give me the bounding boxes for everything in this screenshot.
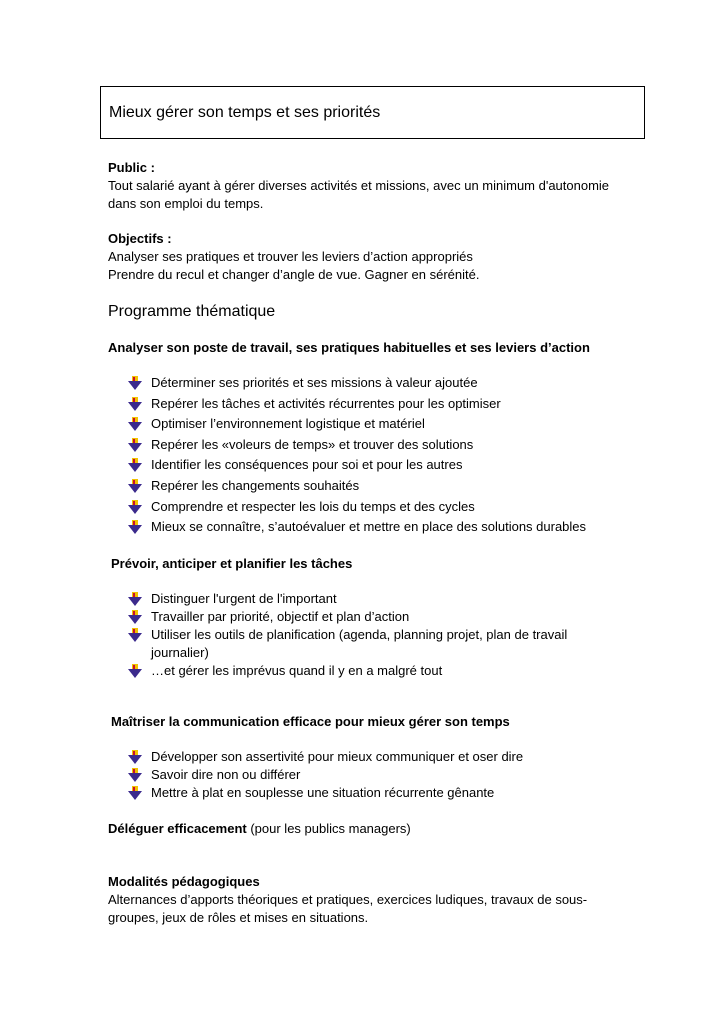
arrow-down-bullet-icon xyxy=(128,479,142,493)
arrow-down-bullet-icon xyxy=(128,458,142,472)
section4-note: (pour les publics managers) xyxy=(246,821,411,836)
arrow-down-bullet-icon xyxy=(128,376,142,390)
arrow-down-bullet-icon xyxy=(128,750,142,764)
public-line-2: dans son emploi du temps. xyxy=(108,196,264,211)
list-item: Comprendre et respecter les lois du temps et des cycles xyxy=(128,498,598,516)
section2-list xyxy=(128,590,598,680)
arrow-down-bullet-icon xyxy=(128,438,142,452)
modalites-line-1: Alternances d’apports théoriques et pratiques, exercices ludiques, travaux de sous- xyxy=(108,892,588,907)
arrow-down-bullet-icon xyxy=(128,628,142,642)
list-item: Repérer les changements souhaités xyxy=(128,477,598,495)
section4 xyxy=(108,820,411,838)
list-item: Travailler par priorité, objectif et plan d’action xyxy=(128,608,598,626)
arrow-down-bullet-icon xyxy=(128,592,142,606)
section3-title: Maîtriser la communication efficace pour mieux gérer son temps xyxy=(111,714,510,729)
list-item: Utiliser les outils de planification (agenda, planning projet, plan de travail journalier) xyxy=(128,626,598,662)
modalites-section xyxy=(108,873,618,927)
section4-title: Déléguer efficacement xyxy=(108,821,247,836)
arrow-down-bullet-icon xyxy=(128,610,142,624)
modalites-line-2: groupes, jeux de rôles et mises en situations. xyxy=(108,910,369,925)
list-item: Mieux se connaître, s’autoévaluer et mettre en place des solutions durables xyxy=(128,518,598,536)
section2-title: Prévoir, anticiper et planifier les tâches xyxy=(111,556,353,571)
page-title: Mieux gérer son temps et ses priorités xyxy=(109,103,381,121)
arrow-down-bullet-icon xyxy=(128,417,142,431)
arrow-down-bullet-icon xyxy=(128,664,142,678)
section3-list xyxy=(128,748,598,802)
list-item: Développer son assertivité pour mieux communiquer et oser dire xyxy=(128,748,598,766)
section1-title: Analyser son poste de travail, ses pratiques habituelles et ses leviers d’action xyxy=(108,340,590,355)
arrow-down-bullet-icon xyxy=(128,768,142,782)
list-item: Distinguer l'urgent de l'important xyxy=(128,590,598,608)
list-item: Déterminer ses priorités et ses missions à valeur ajoutée xyxy=(128,374,598,392)
objectifs-label: Objectifs : xyxy=(108,231,172,246)
list-item: Repérer les «voleurs de temps» et trouver des solutions xyxy=(128,436,598,454)
public-section xyxy=(108,159,609,213)
title-box xyxy=(100,86,645,139)
objectifs-line-1: Analyser ses pratiques et trouver les leviers d’action appropriés xyxy=(108,249,473,264)
section1-list xyxy=(128,374,598,539)
list-item: Repérer les tâches et activités récurrentes pour les optimiser xyxy=(128,395,598,413)
objectifs-line-2: Prendre du recul et changer d’angle de vue. Gagner en sérénité. xyxy=(108,267,480,282)
list-item: Optimiser l’environnement logistique et matériel xyxy=(128,415,598,433)
public-label: Public : xyxy=(108,160,155,175)
programme-heading: Programme thématique xyxy=(108,303,276,320)
arrow-down-bullet-icon xyxy=(128,786,142,800)
objectifs-section xyxy=(108,230,479,284)
list-item: Savoir dire non ou différer xyxy=(128,766,598,784)
list-item: Identifier les conséquences pour soi et pour les autres xyxy=(128,456,598,474)
modalites-label: Modalités pédagogiques xyxy=(108,874,260,889)
arrow-down-bullet-icon xyxy=(128,520,142,534)
public-line-1: Tout salarié ayant à gérer diverses activités et missions, avec un minimum d'autonomie xyxy=(108,178,610,193)
arrow-down-bullet-icon xyxy=(128,500,142,514)
arrow-down-bullet-icon xyxy=(128,397,142,411)
list-item: Mettre à plat en souplesse une situation récurrente gênante xyxy=(128,784,598,802)
list-item: …et gérer les imprévus quand il y en a malgré tout xyxy=(128,662,598,680)
